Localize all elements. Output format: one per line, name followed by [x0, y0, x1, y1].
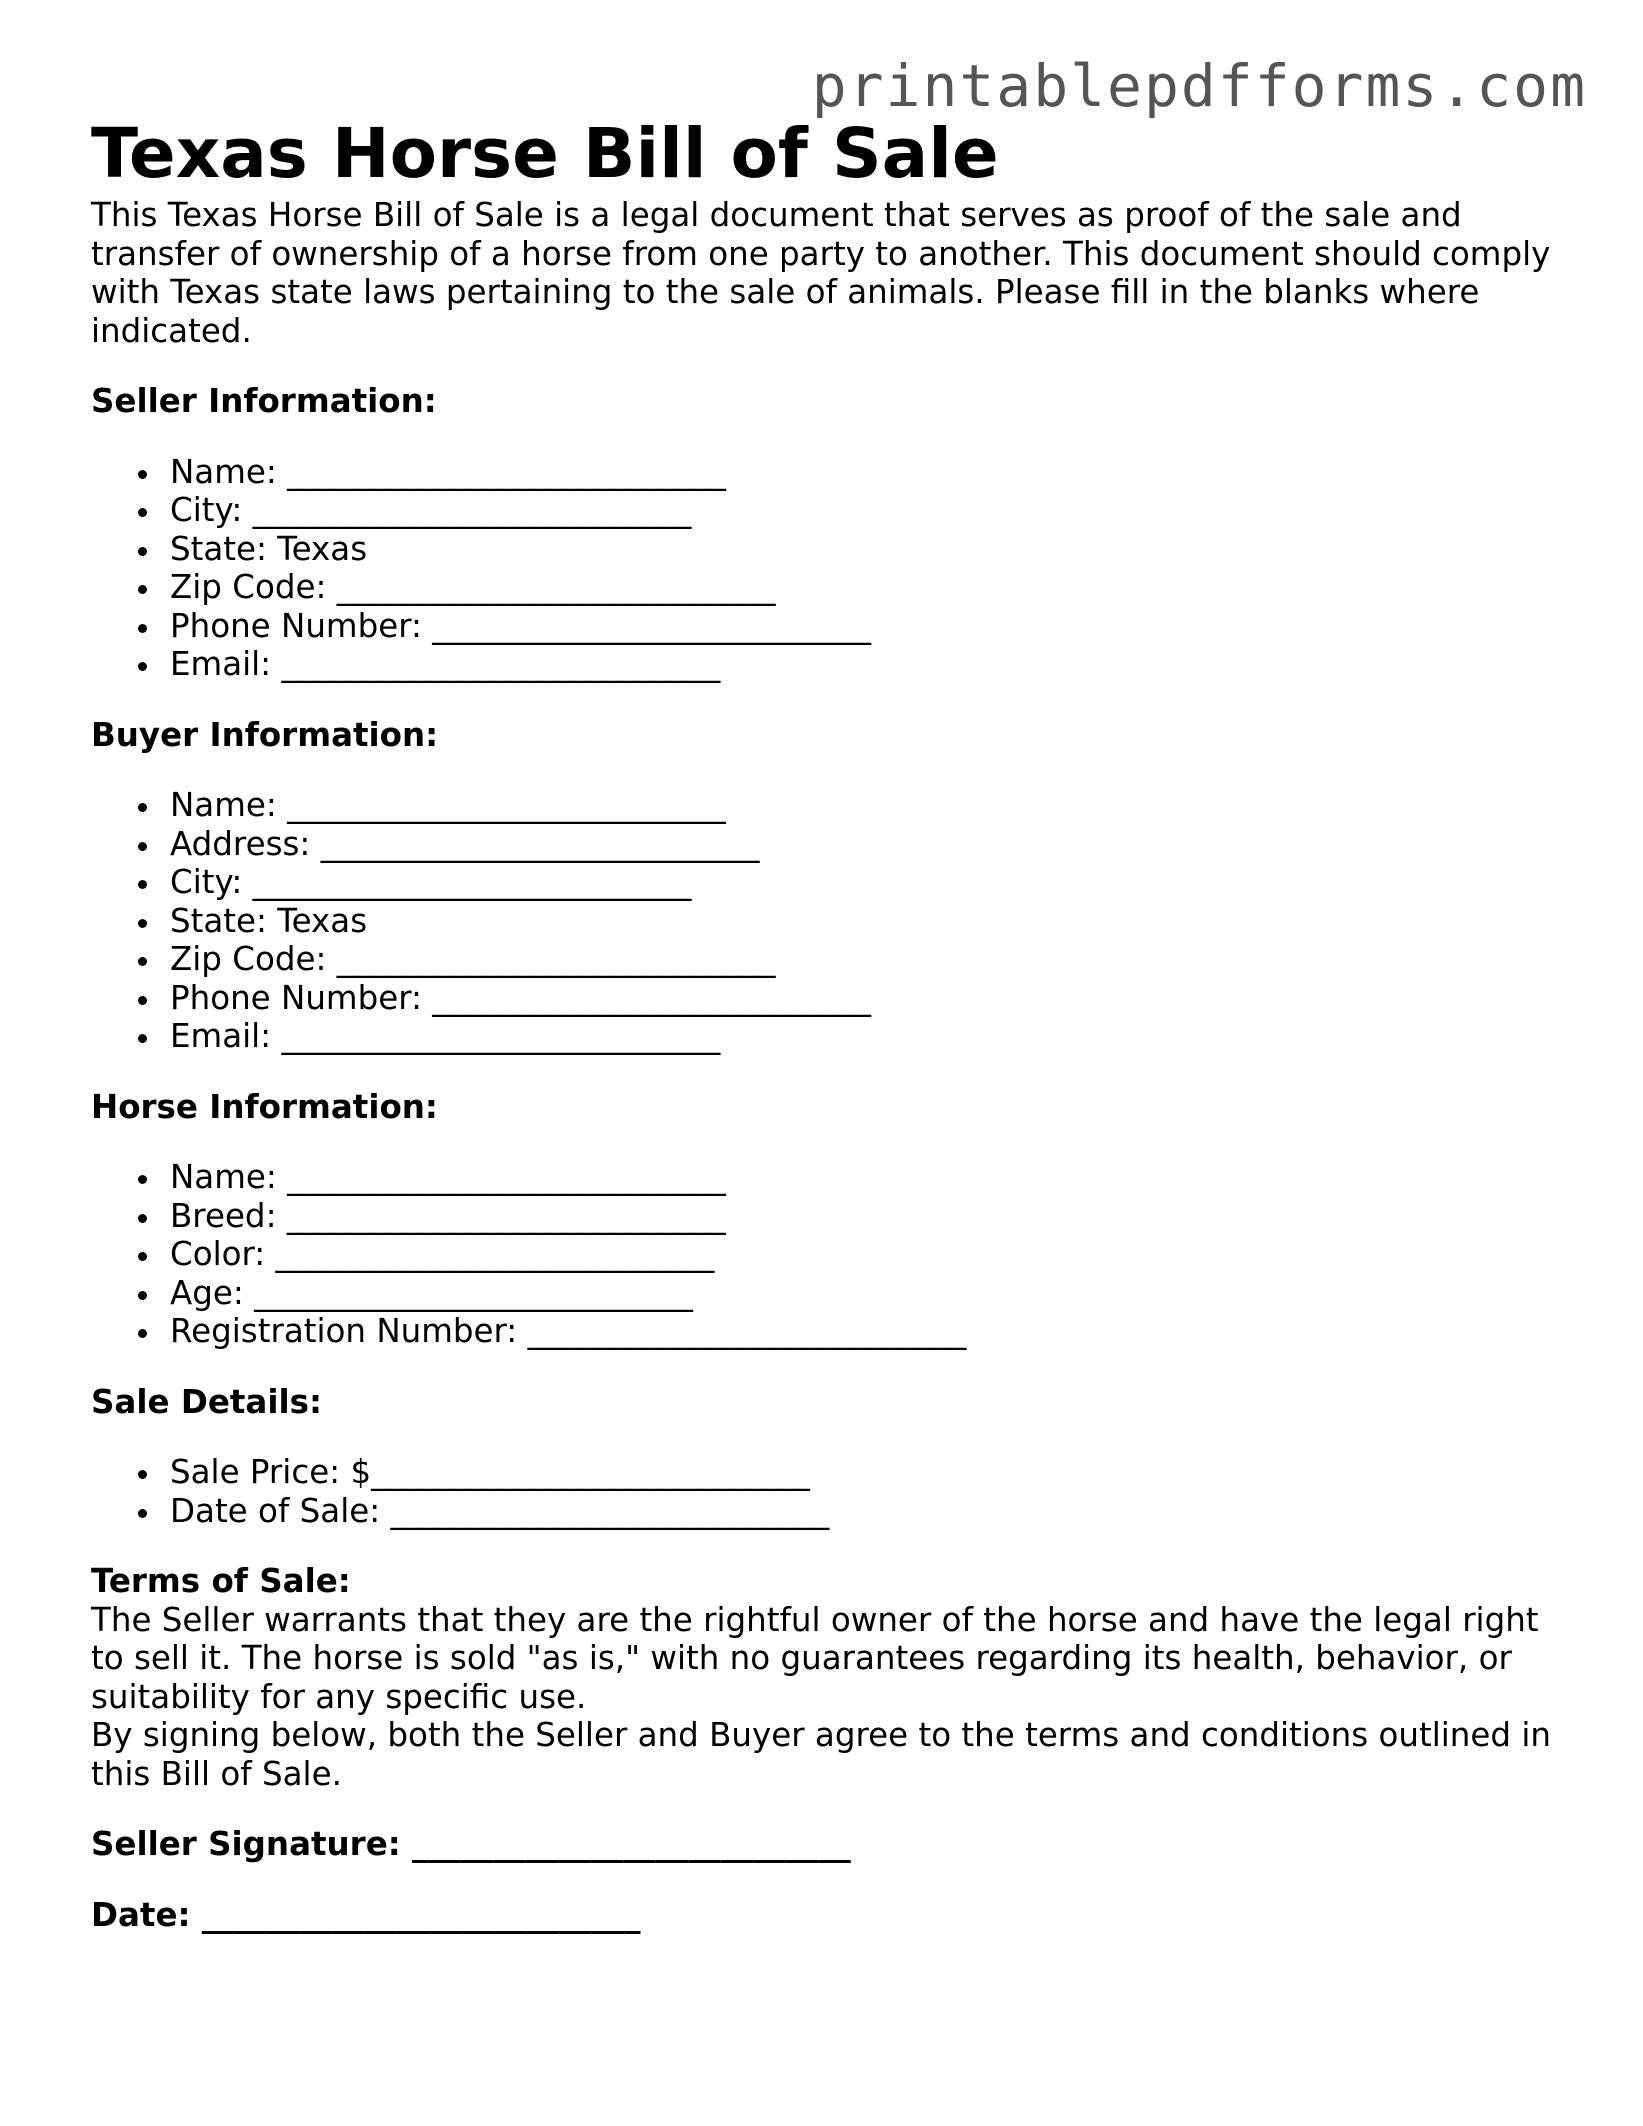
terms-section [91, 1562, 1571, 1793]
buyer-heading: Buyer Information: [91, 715, 439, 754]
terms-heading: Terms of Sale: [91, 1562, 351, 1600]
sale-heading: Sale Details: [91, 1382, 322, 1421]
seller-email-field: Email: ___________________________ [91, 645, 1571, 684]
buyer-name-field: Name: ___________________________ [91, 786, 1571, 825]
seller-section [91, 382, 1571, 684]
watermark: printablepdfforms.com [811, 52, 1587, 120]
document-page [91, 112, 1571, 1934]
horse-name-field: Name: ___________________________ [91, 1158, 1571, 1197]
signature-date-line: Date: ___________________________ [91, 1895, 641, 1934]
buyer-section [91, 716, 1571, 1056]
horse-section [91, 1088, 1571, 1351]
seller-name-field: Name: ___________________________ [91, 453, 1571, 492]
horse-breed-field: Breed: ___________________________ [91, 1197, 1571, 1236]
buyer-state-field: State: Texas [91, 902, 1571, 941]
sale-section [91, 1383, 1571, 1531]
buyer-city-field: City: ___________________________ [91, 863, 1571, 902]
buyer-zip-field: Zip Code: ___________________________ [91, 940, 1571, 979]
horse-age-field: Age: ___________________________ [91, 1274, 1571, 1313]
horse-registration-field: Registration Number: ___________________________ [91, 1312, 1571, 1351]
horse-color-field: Color: ___________________________ [91, 1235, 1571, 1274]
seller-state-field: State: Texas [91, 530, 1571, 569]
seller-city-field: City: ___________________________ [91, 491, 1571, 530]
terms-paragraph-warranty: The Seller warrants that they are the rightful owner of the horse and have the legal right to sell it. The horse is sold "as is," with no guarantees regarding its health, behavior, or suitability for any specific use. [91, 1600, 1539, 1716]
sale-field-list [91, 1453, 1571, 1530]
sale-price-field: Sale Price: $___________________________ [91, 1453, 1571, 1492]
seller-zip-field: Zip Code: ___________________________ [91, 568, 1571, 607]
seller-phone-field: Phone Number: ___________________________ [91, 607, 1571, 646]
seller-signature-line: Seller Signature: ___________________________ [91, 1825, 851, 1863]
horse-heading: Horse Information: [91, 1087, 438, 1126]
sale-date-field: Date of Sale: ___________________________ [91, 1492, 1571, 1531]
seller-heading: Seller Information: [91, 382, 437, 420]
seller-field-list [91, 453, 1571, 684]
terms-paragraph-agreement: By signing below, both the Seller and Buyer agree to the terms and conditions outlined in this Bill of Sale. [91, 1716, 1551, 1793]
buyer-email-field: Email: ___________________________ [91, 1017, 1571, 1056]
buyer-field-list [91, 786, 1571, 1056]
buyer-address-field: Address: ___________________________ [91, 825, 1571, 864]
page-title: Texas Horse Bill of Sale [91, 114, 999, 194]
intro-paragraph: This Texas Horse Bill of Sale is a legal document that serves as proof of the sale and transfer of ownership of a horse from one party to another. This document should comply with Texas state laws pertaining to the sale of animals. Please fill in the blanks where indicated. [91, 196, 1551, 350]
buyer-phone-field: Phone Number: ___________________________ [91, 979, 1571, 1018]
horse-field-list [91, 1158, 1571, 1351]
